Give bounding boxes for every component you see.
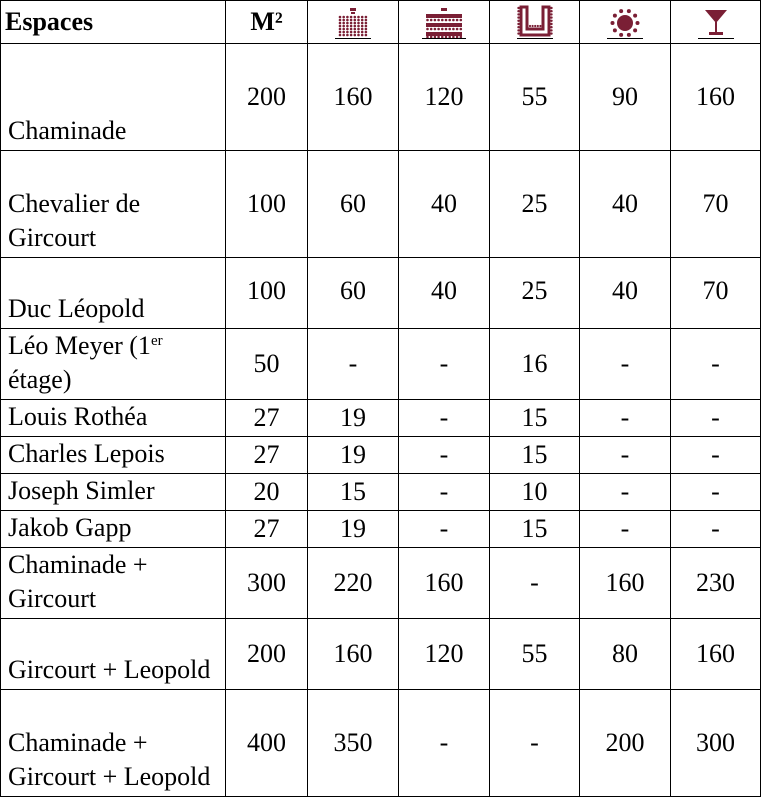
table-row bbox=[1, 329, 761, 400]
u-shape-cell: 25 bbox=[490, 258, 580, 329]
banquet-cell: 40 bbox=[580, 258, 671, 329]
banquet-icon bbox=[607, 7, 643, 39]
area-cell: 200 bbox=[226, 619, 308, 690]
theatre-cell: 220 bbox=[308, 548, 399, 619]
theatre-cell: 160 bbox=[308, 44, 399, 151]
classroom-cell: 40 bbox=[399, 258, 490, 329]
banquet-cell: - bbox=[580, 400, 671, 437]
table-row bbox=[1, 548, 761, 619]
header-cocktail bbox=[671, 1, 761, 44]
space-name bbox=[1, 329, 226, 400]
table-row bbox=[1, 151, 761, 258]
space-name: Gircourt + Leopold bbox=[1, 619, 226, 690]
theatre-cell: 19 bbox=[308, 400, 399, 437]
cocktail-cell: 70 bbox=[671, 151, 761, 258]
banquet-cell: 90 bbox=[580, 44, 671, 151]
area-cell: 27 bbox=[226, 511, 308, 548]
theatre-cell: 19 bbox=[308, 511, 399, 548]
classroom-cell: - bbox=[399, 690, 490, 797]
classroom-cell: 40 bbox=[399, 151, 490, 258]
u-shape-cell: 25 bbox=[490, 151, 580, 258]
cocktail-cell: - bbox=[671, 437, 761, 474]
classroom-cell: - bbox=[399, 400, 490, 437]
theatre-cell: 19 bbox=[308, 437, 399, 474]
header-space: Espaces bbox=[1, 1, 226, 44]
header-u-shape bbox=[490, 1, 580, 44]
u-shape-cell: 55 bbox=[490, 619, 580, 690]
u-shape-cell: 16 bbox=[490, 329, 580, 400]
u-shape-cell: - bbox=[490, 690, 580, 797]
area-cell: 27 bbox=[226, 400, 308, 437]
table-row bbox=[1, 400, 761, 437]
space-name: Chaminade bbox=[1, 44, 226, 151]
banquet-cell: - bbox=[580, 329, 671, 400]
u-shape-cell: 15 bbox=[490, 400, 580, 437]
space-name-superscript: er bbox=[150, 333, 163, 349]
header-area: M² bbox=[226, 1, 308, 44]
table-row bbox=[1, 258, 761, 329]
area-cell: 100 bbox=[226, 151, 308, 258]
theatre-icon bbox=[335, 7, 371, 39]
classroom-cell: 160 bbox=[399, 548, 490, 619]
classroom-cell: 120 bbox=[399, 619, 490, 690]
theatre-cell: 60 bbox=[308, 258, 399, 329]
space-name: Chaminade + Gircourt + Leopold bbox=[1, 690, 226, 797]
table-row bbox=[1, 437, 761, 474]
banquet-cell: 160 bbox=[580, 548, 671, 619]
cocktail-cell: - bbox=[671, 400, 761, 437]
space-name: Chevalier de Gircourt bbox=[1, 151, 226, 258]
banquet-cell: 40 bbox=[580, 151, 671, 258]
theatre-cell: 160 bbox=[308, 619, 399, 690]
space-name: Chaminade + Gircourt bbox=[1, 548, 226, 619]
cocktail-cell: 300 bbox=[671, 690, 761, 797]
space-name-main: Léo Meyer (1 bbox=[8, 331, 151, 360]
space-name-tail: étage) bbox=[8, 365, 72, 394]
classroom-cell: - bbox=[399, 437, 490, 474]
classroom-cell: - bbox=[399, 511, 490, 548]
cocktail-cell: - bbox=[671, 474, 761, 511]
area-cell: 300 bbox=[226, 548, 308, 619]
banquet-cell: 80 bbox=[580, 619, 671, 690]
header-theatre bbox=[308, 1, 399, 44]
cocktail-cell: 230 bbox=[671, 548, 761, 619]
theatre-cell: 60 bbox=[308, 151, 399, 258]
space-name: Jakob Gapp bbox=[1, 511, 226, 548]
table-row bbox=[1, 619, 761, 690]
space-name: Louis Rothéa bbox=[1, 400, 226, 437]
space-name: Joseph Simler bbox=[1, 474, 226, 511]
banquet-cell: 200 bbox=[580, 690, 671, 797]
table-row bbox=[1, 474, 761, 511]
u-shape-cell: 10 bbox=[490, 474, 580, 511]
area-cell: 400 bbox=[226, 690, 308, 797]
banquet-cell: - bbox=[580, 511, 671, 548]
theatre-cell: 15 bbox=[308, 474, 399, 511]
classroom-cell: 120 bbox=[399, 44, 490, 151]
theatre-cell: 350 bbox=[308, 690, 399, 797]
area-cell: 100 bbox=[226, 258, 308, 329]
banquet-cell: - bbox=[580, 437, 671, 474]
classroom-icon bbox=[422, 7, 466, 39]
area-cell: 50 bbox=[226, 329, 308, 400]
header-banquet bbox=[580, 1, 671, 44]
u-shape-cell: 15 bbox=[490, 511, 580, 548]
banquet-cell: - bbox=[580, 474, 671, 511]
cocktail-cell: 160 bbox=[671, 44, 761, 151]
theatre-cell: - bbox=[308, 329, 399, 400]
table-row bbox=[1, 690, 761, 797]
space-name: Charles Lepois bbox=[1, 437, 226, 474]
u-shape-cell: 55 bbox=[490, 44, 580, 151]
cocktail-cell: 160 bbox=[671, 619, 761, 690]
area-cell: 27 bbox=[226, 437, 308, 474]
u-shape-icon bbox=[517, 5, 553, 39]
cocktail-icon bbox=[698, 7, 734, 39]
area-cell: 20 bbox=[226, 474, 308, 511]
header-row bbox=[1, 1, 761, 44]
cocktail-cell: - bbox=[671, 329, 761, 400]
classroom-cell: - bbox=[399, 329, 490, 400]
header-classroom bbox=[399, 1, 490, 44]
u-shape-cell: - bbox=[490, 548, 580, 619]
table-row bbox=[1, 44, 761, 151]
classroom-cell: - bbox=[399, 474, 490, 511]
table-row bbox=[1, 511, 761, 548]
cocktail-cell: 70 bbox=[671, 258, 761, 329]
u-shape-cell: 15 bbox=[490, 437, 580, 474]
cocktail-cell: - bbox=[671, 511, 761, 548]
area-cell: 200 bbox=[226, 44, 308, 151]
space-name: Duc Léopold bbox=[1, 258, 226, 329]
